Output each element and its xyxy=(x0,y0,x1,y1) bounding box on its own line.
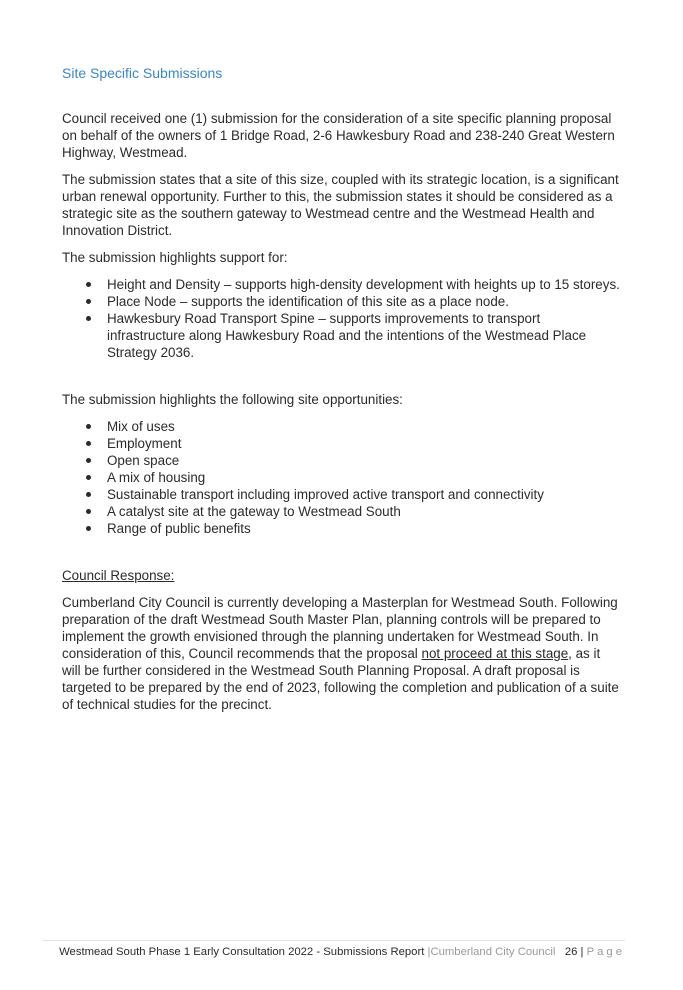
opportunities-list xyxy=(62,418,622,537)
footer-page-number: 26 xyxy=(564,946,578,958)
footer-separator: | xyxy=(427,946,431,958)
intro-paragraph: Council received one (1) submission for the consideration of a site specific planning proposal on behalf of the owners of 1 Bridge Road, 2-6 Hawkesbury Road and 238-240 Great Western Highway, Westmead. xyxy=(62,111,615,160)
list-item: Employment xyxy=(107,435,622,452)
spacer xyxy=(62,371,622,391)
list-item: Place Node – supports the identification of this site as a place node. xyxy=(107,293,622,310)
footer-report-title: Westmead South Phase 1 Early Consultation 2022 - Submissions Report xyxy=(59,946,425,958)
submission-statement-paragraph: The submission states that a site of this size, coupled with its strategic location, is a significant urban renewal opportunity. Further to this, the submission states it should be considered as a strategic site as the southern gateway to Westmead centre and the Westmead Health and Innovation District. xyxy=(62,172,619,238)
list-item: A mix of housing xyxy=(107,469,622,486)
list-item: Open space xyxy=(107,452,622,469)
footer-page-word: Page xyxy=(586,946,625,958)
council-response-title: Council Response: xyxy=(62,568,175,583)
response-text-before: Cumberland City Council is currently developing a Masterplan for Westmead South. Following preparation of the draft Westmead South Master Plan, planning controls will be prepared to implement the growth envisioned through the planning undertaken for Westmead South. In consideration of this, Council recommends that the proposal xyxy=(62,595,618,661)
page-content xyxy=(62,64,622,723)
list-item: Height and Density – supports high-density development with heights up to 15 storeys. xyxy=(107,276,622,293)
response-text-after: , as it will be further considered in the Westmead South Planning Proposal. A draft proposal is targeted to be prepared by the end of 2023, following the completion and publication of a suite of technical studies for the precinct. xyxy=(62,646,619,712)
council-response-paragraph xyxy=(62,594,622,713)
footer-page-separator: | xyxy=(580,946,584,958)
opportunities-intro-paragraph: The submission highlights the following site opportunities: xyxy=(62,392,403,407)
list-item: Sustainable transport including improved active transport and connectivity xyxy=(107,486,622,503)
section-heading: Site Specific Submissions xyxy=(62,65,223,81)
spacer xyxy=(62,547,622,567)
page-footer xyxy=(42,940,625,959)
support-list xyxy=(62,276,622,361)
list-item: Hawkesbury Road Transport Spine – supports improvements to transport infrastructure along Hawkesbury Road and the intentions of the Westmead Place Strategy 2036. xyxy=(107,310,622,361)
list-item: A catalyst site at the gateway to Westmead South xyxy=(107,503,622,520)
footer-council-name: Cumberland City Council xyxy=(430,946,556,958)
support-intro-paragraph: The submission highlights support for: xyxy=(62,250,288,265)
response-text-underlined: not proceed at this stage xyxy=(421,646,569,661)
list-item: Range of public benefits xyxy=(107,520,622,537)
list-item: Mix of uses xyxy=(107,418,622,435)
